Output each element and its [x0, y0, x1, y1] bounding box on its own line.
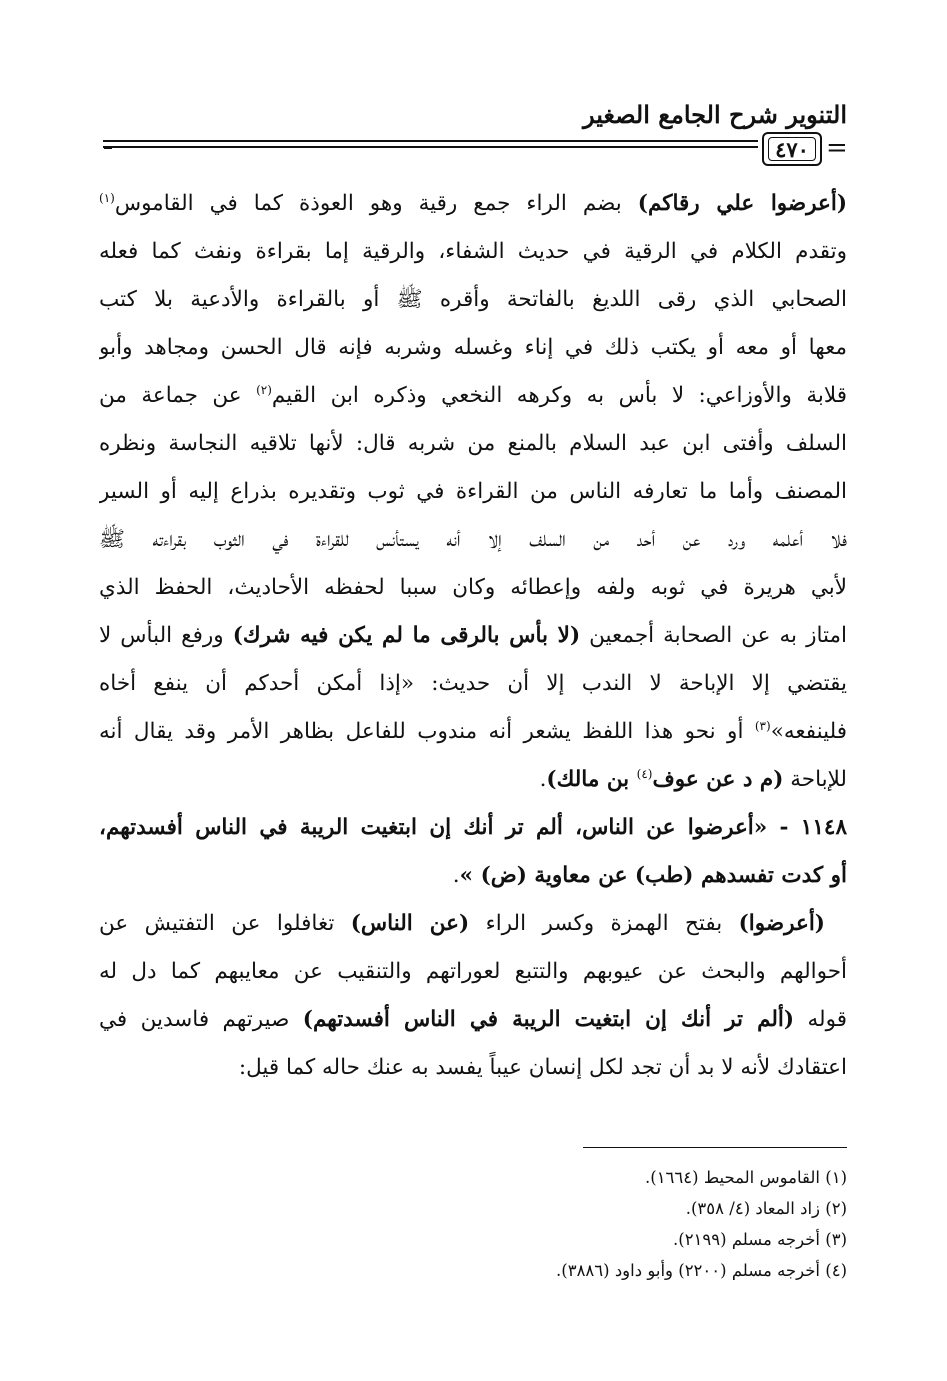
- footnote-ref: (٣): [754, 718, 771, 733]
- text-span: عن جماعة من: [99, 383, 257, 408]
- footnote-ref: (٢): [256, 382, 272, 397]
- bold-text: (أعرضوا علي رقاكم): [637, 191, 847, 216]
- bold-text: (لا بأس بالرقى ما لم يكن فيه شرك): [232, 623, 581, 648]
- body-line: [99, 516, 847, 564]
- footnote-1: (١) القاموس المحيط (١٦٦٤).: [645, 1168, 847, 1187]
- text-span: السلف وأفتى ابن عبد السلام بالمنع من شربه قال: لأنها تلاقيه النجاسة ونظره: [99, 431, 847, 456]
- header-rule-tail: [104, 148, 112, 149]
- running-title: التنوير شرح الجامع الصغير: [583, 100, 847, 129]
- bold-text: (م د عن عوف: [652, 767, 784, 792]
- footnotes: [556, 1162, 847, 1286]
- text-span: أو نحو هذا اللفظ يشعر أنه مندوب للفاعل بظاهر الأمر وقد يقال أنه: [99, 719, 755, 744]
- text-span: الصحابي الذي رقى اللديغ بالفاتحة وأقره ﷺ أو بالقراءة والأدعية بلا كتب: [99, 287, 847, 312]
- body-line: [99, 372, 847, 420]
- bold-text: بن مالك): [546, 767, 637, 792]
- body-line: [99, 468, 847, 516]
- text-span: امتاز به عن الصحابة أجمعين: [580, 623, 847, 648]
- footnote-separator: [583, 1147, 847, 1148]
- text-span: معها أو معه أو يكتب ذلك في إناء وغسله وشربه فإنه قال الحسن ومجاهد وأبو: [99, 335, 847, 360]
- footnote-4: (٤) أخرجه مسلم (٢٢٠٠) وأبو داود (٣٨٨٦).: [556, 1261, 847, 1280]
- header-rule-bottom: [103, 146, 758, 148]
- text-span: يقتضي إلا الإباحة لا الندب إلا أن حديث: «إذا أمكن أحدكم أن ينفع أخاه: [99, 671, 847, 696]
- body-line: [99, 324, 847, 372]
- body-line: [99, 420, 847, 468]
- text-span: قلابة والأوزاعي: لا بأس به وكرهه النخعي وذكره ابن القيم: [271, 383, 847, 408]
- text-span: قوله: [794, 1007, 847, 1032]
- text-span: للإباحة: [783, 767, 847, 792]
- text-span: وتقدم الكلام في الرقية في حديث الشفاء، والرقية إما بقراءة ونفث كما فعله: [99, 239, 847, 264]
- text-span: فلينفعه»: [770, 719, 847, 744]
- body-line: [99, 276, 847, 324]
- body-line: [99, 228, 847, 276]
- body-line: [99, 948, 847, 996]
- body-line: [99, 612, 847, 660]
- bold-text: (أعرضوا): [738, 911, 825, 936]
- body-line: [99, 660, 847, 708]
- text-span: ورفع البأس لا: [99, 623, 233, 648]
- footnote-ref: (٤): [636, 766, 653, 781]
- text-span: اعتقادك لأنه لا بد أن تجد لكل إنسان عيباً يفسد به عنك حاله كما قيل:: [238, 1055, 847, 1080]
- footnote-3: (٣) أخرجه مسلم (٢١٩٩).: [673, 1230, 847, 1249]
- body-line: [99, 180, 847, 228]
- body-line: [99, 1044, 847, 1092]
- text-span: لأبي هريرة في ثوبه ولفه وإعطائه وكان سببا لحفظه الأحاديث، الحفظ الذي: [99, 575, 847, 600]
- header-rule-top: [103, 140, 758, 142]
- body-line: [99, 804, 847, 852]
- body-line: [99, 708, 847, 756]
- text-span: بفتح الهمزة وكسر الراء: [469, 911, 739, 936]
- page-number-ornament: =: [826, 133, 848, 163]
- text-span: تغافلوا عن التفتيش عن: [99, 911, 351, 936]
- text-span: .: [452, 863, 460, 888]
- bold-text: أو كدت تفسدهم (طب) عن معاوية (ض) »: [459, 863, 847, 888]
- footnote-ref: (١): [99, 190, 115, 205]
- page-number: ٤٧٠: [775, 136, 809, 162]
- page-number-frame: [762, 132, 822, 166]
- text-span: المصنف وأما ما تعارفه الناس من القراءة في ثوب وتقديره بذراع إليه أو السير: [99, 479, 847, 504]
- body-line: [99, 900, 847, 948]
- bold-text: (عن الناس): [350, 911, 470, 936]
- body-line: [99, 852, 847, 900]
- text-span: صيرتهم فاسدين في: [99, 1007, 303, 1032]
- bold-text: (ألم تر أنك إن ابتغيت الريبة في الناس أفسدتهم): [302, 1007, 795, 1032]
- body-line: [99, 996, 847, 1044]
- text-span: فلا أعلمه ورد عن أحد من السلف إلا أنه يستأنس للقراءة في الثوب بقراءته ﷺ: [99, 527, 847, 552]
- text-span: أحوالهم والبحث عن عيوبهم والتتبع لعوراتهم والتنقيب عن معايبهم كما دل له: [99, 959, 847, 984]
- bold-text: ١١٤٨ - «أعرضوا عن الناس، ألم تر أنك إن ابتغيت الريبة في الناس أفسدتهم،: [99, 815, 847, 840]
- body-line: [99, 756, 847, 804]
- body-text: [99, 180, 847, 1092]
- body-line: [99, 564, 847, 612]
- footnote-2: (٢) زاد المعاد (٤/ ٣٥٨).: [685, 1199, 847, 1218]
- text-span: بضم الراء جمع رقية وهو العوذة كما في القاموس: [114, 191, 638, 216]
- text-span: .: [539, 767, 547, 792]
